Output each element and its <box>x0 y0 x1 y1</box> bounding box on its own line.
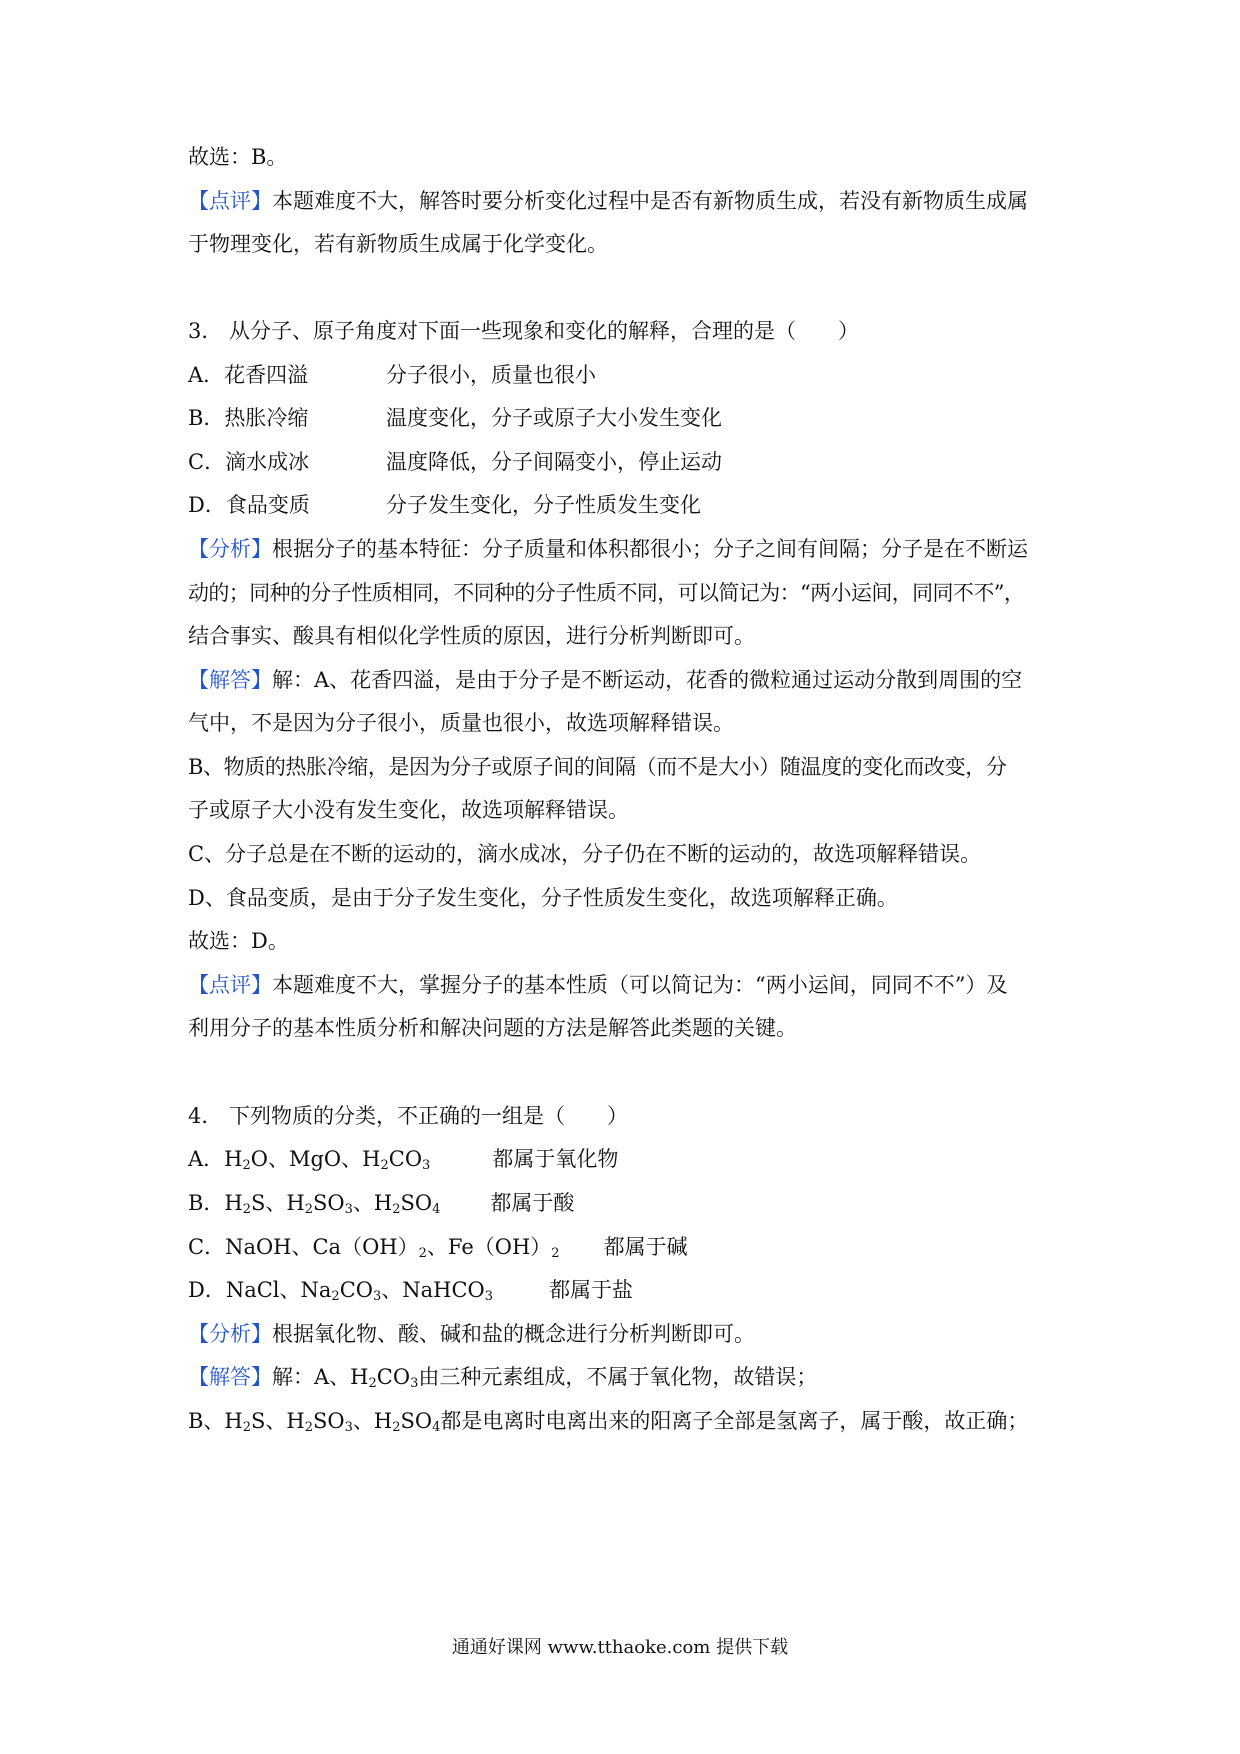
q3-option-b: B．热胀冷缩 温度变化，分子或原子大小发生变化 <box>188 406 722 430</box>
q3-analysis-line2: 动的；同种的分子性质相同，不同种的分子性质不同，可以简记为：“两小运间，同同不不”， <box>188 581 1025 605</box>
q3-option-a: A．花香四溢 分子很小，质量也很小 <box>188 363 596 387</box>
q3-option-c: C．滴水成冰 温度降低，分子间隔变小，停止运动 <box>188 450 722 474</box>
q3-analysis-line1: 【分析】根据分子的基本特征：分子质量和体积都很小；分子之间有间隔；分子是在不断运 <box>188 537 1028 561</box>
q3-answer-line4: 子或原子大小没有发生变化，故选项解释错误。 <box>188 798 629 822</box>
q4-answer-line1: 【解答】解：A、$H_2CO_3$由三种元素组成，不属于氧化物，故错误； <box>188 1365 818 1391</box>
q2-comment-line2: 于物理变化，若有新物质生成属于化学变化。 <box>188 232 608 256</box>
comment-tag: 【点评】 <box>188 973 272 997</box>
q2-comment-line1: 【点评】本题难度不大，解答时要分析变化过程中是否有新物质生成，若没有新物质生成属 <box>188 189 1028 213</box>
q4-option-b: B．$H_2S$、$H_2SO_3$、$H_2SO_4$ 都属于酸 <box>188 1191 575 1217</box>
q3-answer-line6: D、食品变质，是由于分子发生变化，分子性质发生变化，故选项解释正确。 <box>188 886 898 910</box>
q3-comment-line1: 【点评】本题难度不大，掌握分子的基本性质（可以简记为：“两小运间，同同不不”）及 <box>188 973 1008 997</box>
q3-answer-line5: C、分子总是在不断的运动的，滴水成冰，分子仍在不断的运动的，故选项解释错误。 <box>188 842 982 866</box>
q3-analysis-line3: 结合事实、酸具有相似化学性质的原因，进行分析判断即可。 <box>188 624 755 648</box>
comment-tag: 【点评】 <box>188 189 272 213</box>
q4-option-c: C．NaOH、$Ca(OH)_2$、$Fe(OH)_2$ 都属于碱 <box>188 1235 688 1261</box>
q4-answer-line2: B、$H_2S$、$H_2SO_3$、$H_2SO_4$都是电离时电离出来的阳离子全部是氢离子，属于酸，故正确； <box>188 1409 1029 1435</box>
q3-answer-line3: B、物质的热胀冷缩，是因为分子或原子间的间隔（而不是大小）随温度的变化而改变，分 <box>188 755 1007 779</box>
q3-choose: 故选：D。 <box>188 929 289 953</box>
page-footer: 通通好课网 www.tthaoke.com 提供下载 <box>451 1637 789 1658</box>
analysis-tag: 【分析】 <box>188 1322 272 1346</box>
q4-option-a: A．$H_2O$、MgO、$H_2CO_3$ 都属于氧化物 <box>188 1147 619 1173</box>
q3-answer-line1: 【解答】解：A、花香四溢，是由于分子是不断运动，花香的微粒通过运动分散到周围的空 <box>188 668 1023 692</box>
q4-analysis-line1: 【分析】根据氧化物、酸、碱和盐的概念进行分析判断即可。 <box>188 1322 755 1346</box>
answer-tag: 【解答】 <box>188 668 272 692</box>
q4-stem: 4． 下列物质的分类，不正确的一组是（ ） <box>188 1104 629 1128</box>
analysis-tag: 【分析】 <box>188 537 272 561</box>
q3-option-d: D．食品变质 分子发生变化，分子性质发生变化 <box>188 493 701 517</box>
q4-option-d: D．NaCl、$Na_2CO_3$、NaHCO$_3$ 都属于盐 <box>188 1278 634 1304</box>
q3-stem: 3． 从分子、原子角度对下面一些现象和变化的解释，合理的是（ ） <box>188 319 860 343</box>
q3-answer-line2: 气中，不是因为分子很小，质量也很小，故选项解释错误。 <box>188 711 734 735</box>
q2-choose: 故选：B。 <box>188 145 288 169</box>
answer-tag: 【解答】 <box>188 1365 272 1389</box>
q3-comment-line2: 利用分子的基本性质分析和解决问题的方法是解答此类题的关键。 <box>188 1016 797 1040</box>
